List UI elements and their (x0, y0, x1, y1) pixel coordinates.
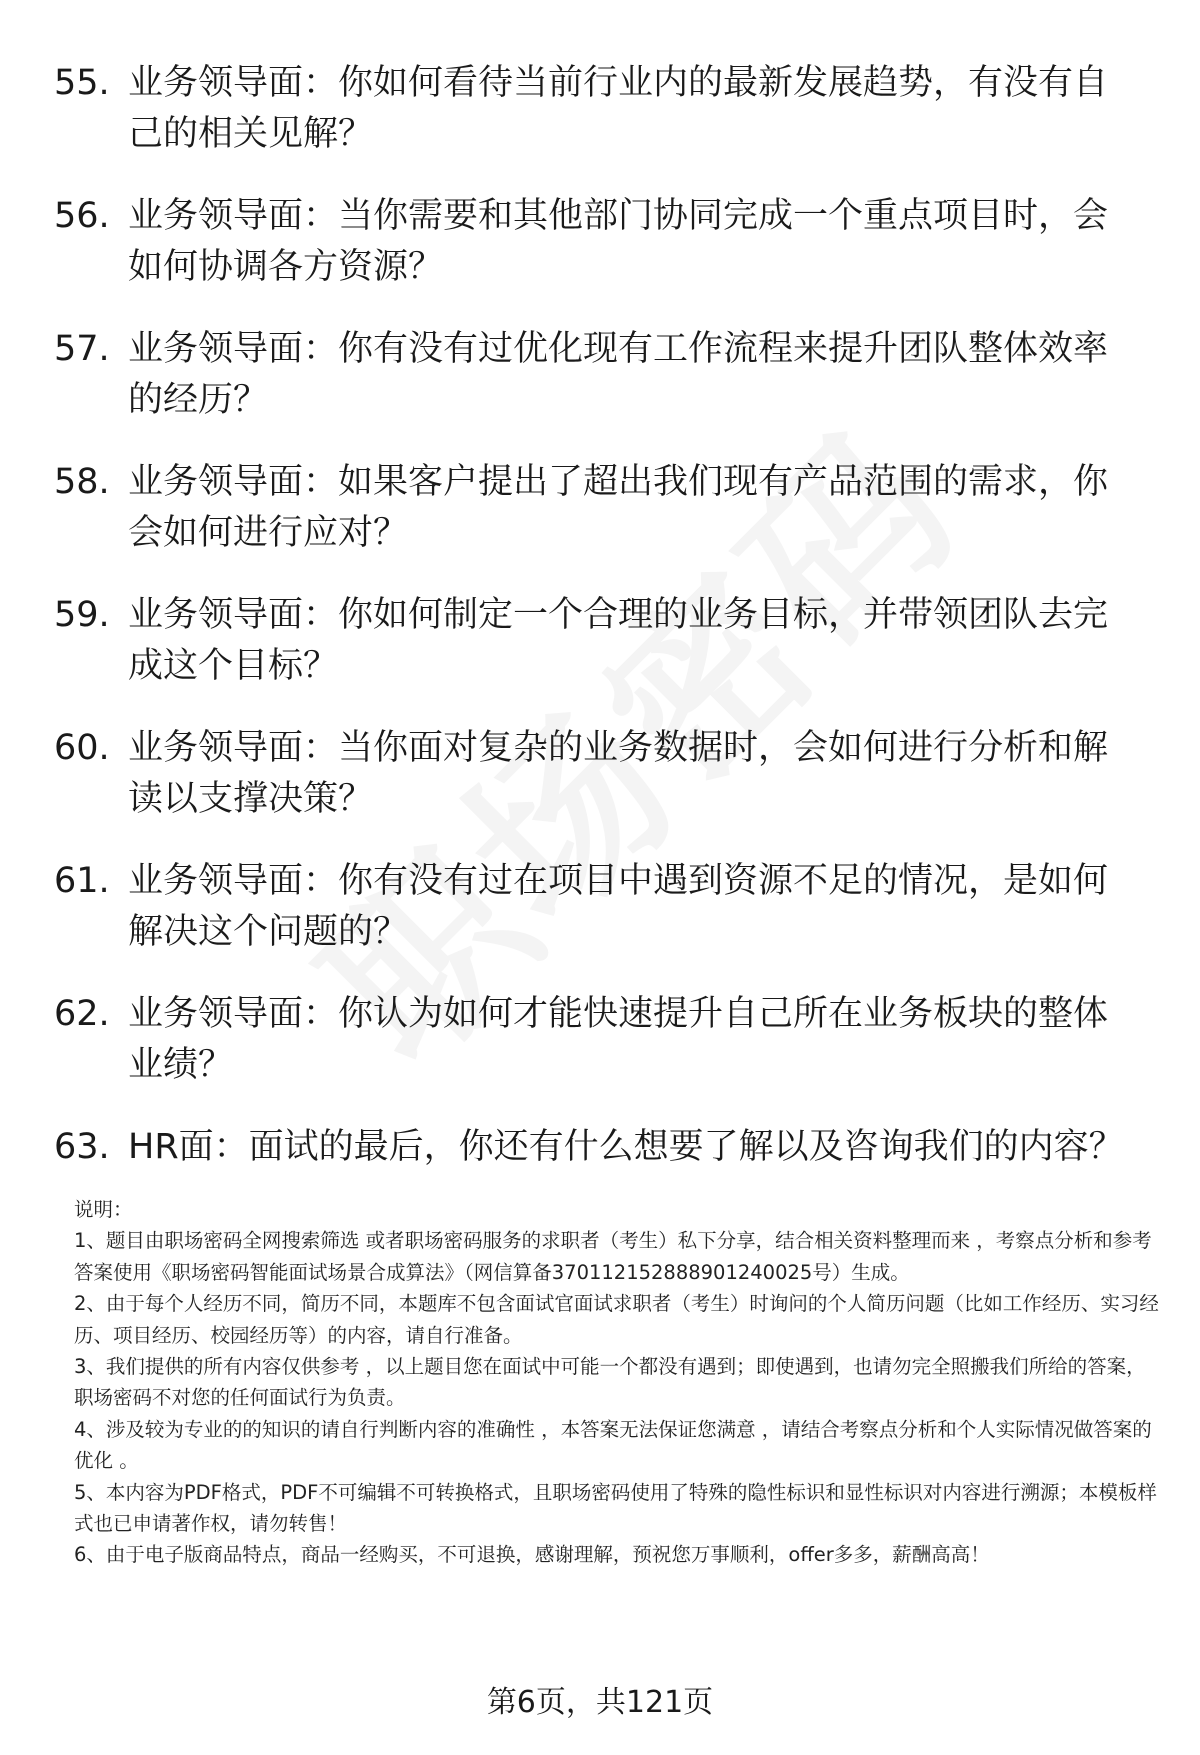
page-number: 第6页，共121页 (486, 1685, 714, 1720)
question-text: 业务领导面：你有没有过在项目中遇到资源不足的情况，是如何解决这个问题的？ (128, 861, 1109, 952)
note-item: 2、由于每个人经历不同，简历不同，本题库不包含面试官面试求职者（考生）时询问的个人简历问题（比如工作经历、实习经历、项目经历、校园经历等）的内容，请自行准备。 (74, 1292, 1159, 1347)
question-item (0, 856, 1200, 989)
question-text: 业务领导面：你认为如何才能快速提升自己所在业务板块的整体业绩？ (128, 994, 1109, 1085)
question-item (0, 58, 1200, 191)
question-item (0, 191, 1200, 324)
note-item: 4、涉及较为专业的的知识的请自行判断内容的准确性 ，本答案无法保证您满意 ，请结合考察点分析和个人实际情况做答案的优化 。 (74, 1417, 1152, 1473)
note-item: 5、本内容为PDF格式，PDF不可编辑不可转换格式，且职场密码使用了特殊的隐性标识和显性标识对内容进行溯源；本模板样式也已申请著作权，请勿转售！ (74, 1480, 1157, 1536)
question-list (0, 58, 1200, 1255)
notes-heading: 说明： (74, 1198, 133, 1221)
question-text: 业务领导面：当你需要和其他部门协同完成一个重点项目时，会如何协调各方资源？ (128, 196, 1109, 287)
note-item: 6、由于电子版商品特点，商品一经购买，不可退换，感谢理解，预祝您万事顺利，offer多多，薪酬高高！ (74, 1543, 990, 1567)
question-number: 61. (54, 861, 110, 901)
question-item (0, 324, 1200, 457)
question-number: 62. (54, 994, 110, 1034)
question-text: 业务领导面：当你面对复杂的业务数据时，会如何进行分析和解读以支撑决策？ (128, 728, 1109, 819)
question-text: 业务领导面：如果客户提出了超出我们现有产品范围的需求，你会如何进行应对？ (128, 462, 1109, 553)
question-number: 60. (54, 728, 110, 768)
question-text: 业务领导面：你有没有过优化现有工作流程来提升团队整体效率的经历？ (128, 329, 1109, 420)
question-number: 57. (54, 329, 110, 369)
question-item (0, 457, 1200, 590)
note-item: 3、我们提供的所有内容仅供参考 ，以上题目您在面试中可能一个都没有遇到；即使遇到，也请勿完全照搬我们所给的答案，职场密码不对您的任何面试行为负责。 (74, 1355, 1146, 1410)
note-item: 1、题目由职场密码全网搜索筛选 或者职场密码服务的求职者（考生）私下分享，结合相关资料整理而来 ，考察点分析和参考答案使用《职场密码智能面试场景合成算法》（网信算备370112152888901240025号）生成。 (74, 1229, 1152, 1284)
question-number: 59. (54, 595, 110, 635)
question-number: 63. (54, 1127, 110, 1167)
question-text: HR面：面试的最后，你还有什么想要了解以及咨询我们的内容？ (128, 1127, 1124, 1167)
question-item (0, 723, 1200, 856)
question-item (0, 989, 1200, 1122)
question-number: 58. (54, 462, 110, 502)
question-text: 业务领导面：你如何制定一个合理的业务目标，并带领团队去完成这个目标？ (128, 595, 1109, 686)
question-number: 55. (54, 63, 110, 103)
question-number: 56. (54, 196, 110, 236)
question-item (0, 590, 1200, 723)
question-text: 业务领导面：你如何看待当前行业内的最新发展趋势，有没有自己的相关见解？ (128, 63, 1109, 154)
notes-section (74, 1194, 1164, 1571)
